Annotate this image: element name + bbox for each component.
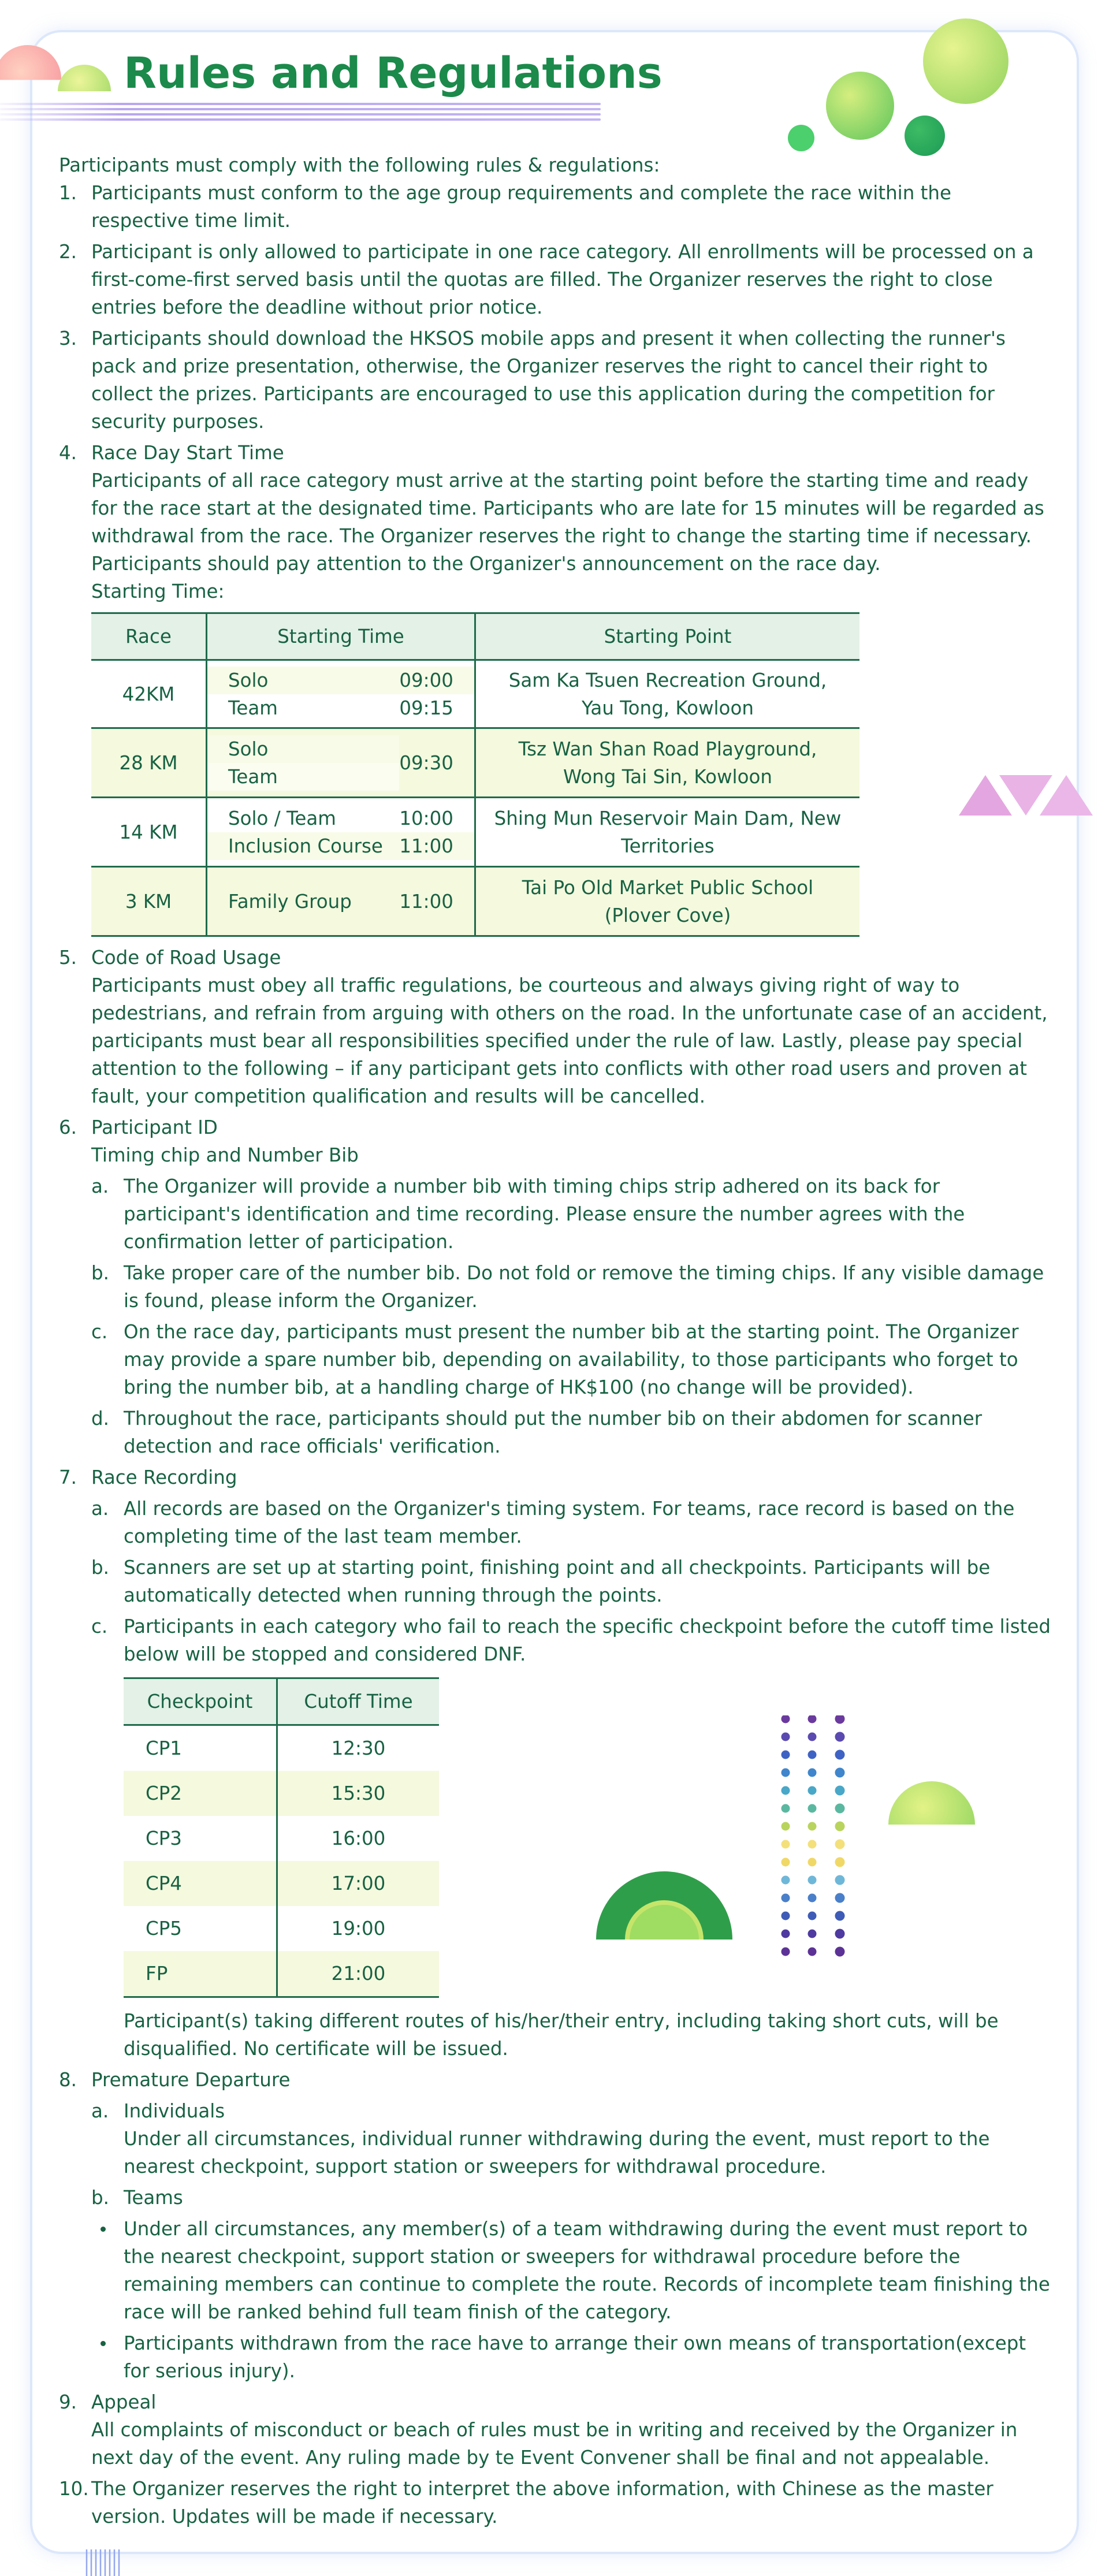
sub-letter: b. xyxy=(91,2187,109,2209)
checkpoint-cell: CP3 xyxy=(124,1816,277,1861)
sub-heading: Individuals xyxy=(124,2100,225,2122)
sub-letter: d. xyxy=(91,1408,109,1430)
starting-time-label: Starting Time: xyxy=(91,580,225,602)
rule-item xyxy=(59,238,1052,321)
rule-number: 4. xyxy=(59,442,77,464)
category-cell: Family Group xyxy=(228,890,352,913)
table-header: Checkpoint xyxy=(124,1678,277,1725)
sub-text: Throughout the race, participants should put the number bib on their abdomen for scanner detection and race officials' verification. xyxy=(124,1408,983,1457)
checkpoint-cell: FP xyxy=(124,1951,277,1997)
rule-number: 8. xyxy=(59,2069,77,2091)
sub-item xyxy=(91,1495,1052,1550)
sub-list xyxy=(91,2097,1052,2212)
rule-item xyxy=(59,944,1052,1110)
rule-subheading: Timing chip and Number Bib xyxy=(91,1144,359,1166)
category-cell: Solo xyxy=(228,669,269,691)
sub-letter: b. xyxy=(91,1557,109,1579)
intro-text: Participants must comply with the following rules & regulations: xyxy=(59,154,660,176)
table-row xyxy=(91,798,859,867)
rule-heading: Appeal xyxy=(91,2391,157,2413)
rule-heading: Premature Departure xyxy=(91,2069,291,2091)
sub-item xyxy=(91,1172,1052,1256)
rule-number: 9. xyxy=(59,2391,77,2413)
sub-letter: a. xyxy=(91,1175,109,1197)
rules-content xyxy=(59,151,1052,2534)
time-cell: 11:00 xyxy=(399,835,453,857)
rule-text: Participants should download the HKSOS mobile apps and present it when collecting the runner's pack and prize presentation, otherwise, the Organizer reserves the right to cancel their right to collect the prizes. Participants are encouraged to use this application during the competition for security purposes. xyxy=(91,327,1006,433)
time-cell: 11:00 xyxy=(399,890,453,913)
sub-letter: a. xyxy=(91,2100,109,2122)
time-cell: 09:00 xyxy=(399,669,453,691)
checkpoint-cell: CP2 xyxy=(124,1771,277,1816)
bottom-stripes-decor xyxy=(85,2549,122,2576)
rules-list xyxy=(59,179,1052,2530)
cutoff-cell: 12:30 xyxy=(331,1737,386,1759)
table-row xyxy=(124,1906,439,1951)
table-row xyxy=(124,1861,439,1906)
sub-heading: Teams xyxy=(124,2187,183,2209)
checkpoint-table xyxy=(124,1677,439,1998)
table-row xyxy=(124,1725,439,1771)
checkpoint-cell: CP1 xyxy=(124,1725,277,1771)
cutoff-cell: 21:00 xyxy=(277,1951,440,1997)
rule-text: Participant is only allowed to participate in one race category. All enrollments will be processed on a first-come-first served basis until the quotas are filled. The Organizer reserves the right to close entries before the deadline without prior notice. xyxy=(91,241,1034,318)
disqualification-note: Participant(s) taking different routes of his/her/their entry, including taking short cuts, will be disqualified. No certificate will be issued. xyxy=(124,2010,999,2060)
rule-number: 5. xyxy=(59,947,77,969)
green-circle-decor-medium xyxy=(826,72,894,140)
sub-item xyxy=(91,2184,1052,2212)
rule-number: 7. xyxy=(59,1466,77,1488)
title-underline-decor xyxy=(0,103,601,128)
point-cell: Tai Po Old Market Public School (Plover Cove) xyxy=(475,867,860,936)
rule-text: The Organizer reserves the right to interpret the above information, with Chinese as the master version. Updates will be made if necessary. xyxy=(91,2478,993,2527)
point-cell: Sam Ka Tsuen Recreation Ground, Yau Tong, Kowloon xyxy=(508,669,827,719)
time-cell: 10:00 xyxy=(399,807,453,829)
category-cell: Inclusion Course xyxy=(228,835,383,857)
bullet-item: Participants withdrawn from the race have to arrange their own means of transportation(except for serious injury). xyxy=(91,2329,1052,2385)
sub-text: Under all circumstances, individual runner withdrawing during the event, must report to the nearest checkpoint, support station or sweepers for withdrawal procedure. xyxy=(124,2128,990,2177)
rule-item xyxy=(59,1114,1052,1460)
sub-text: On the race day, participants must present the number bib at the starting point. The Organizer may provide a spare number bib, depending on availability, to those participants who forget to bring the number bib, at a handling charge of HK$100 (no change will be provided). xyxy=(124,1321,1019,1398)
sub-text: All records are based on the Organizer's timing system. For teams, race record is based on the completing time of the last team member. xyxy=(124,1498,1015,1547)
rule-text: All complaints of misconduct or beach of rules must be in writing and received by the Organizer in next day of the event. Any ruling made by te Event Convener shall be final and not appealable. xyxy=(91,2419,1018,2469)
rule-heading: Race Day Start Time xyxy=(91,442,284,464)
rule-number: 6. xyxy=(59,1116,77,1138)
checkpoint-cell: CP5 xyxy=(124,1906,277,1951)
table-header: Starting Time xyxy=(207,613,475,660)
category-cell: Team xyxy=(228,765,278,788)
bullet-list xyxy=(91,2215,1052,2385)
category-cell: Team xyxy=(228,697,278,719)
table-row xyxy=(124,1771,439,1816)
sub-item xyxy=(91,1554,1052,1609)
table-header: Cutoff Time xyxy=(277,1678,440,1725)
rule-item xyxy=(59,2388,1052,2471)
sub-list xyxy=(91,1172,1052,1460)
sub-letter: a. xyxy=(91,1498,109,1520)
rule-item xyxy=(59,2066,1052,2385)
rule-number: 3. xyxy=(59,327,77,349)
rule-text: Participants must conform to the age group requirements and complete the race within the respective time limit. xyxy=(91,182,951,232)
sub-item xyxy=(91,2097,1052,2180)
sub-text: Scanners are set up at starting point, finishing point and all checkpoints. Participants will be automatically detected when running through the points. xyxy=(124,1557,991,1606)
time-cell: 09:30 xyxy=(399,751,453,774)
rule-number: 1. xyxy=(59,182,77,204)
rule-item xyxy=(59,439,1052,937)
sub-letter: c. xyxy=(91,1321,108,1343)
sub-item xyxy=(91,1405,1052,1460)
green-circle-decor-small xyxy=(788,125,814,151)
rule-item xyxy=(59,325,1052,435)
point-cell: Shing Mun Reservoir Main Dam, New Territories xyxy=(494,807,842,857)
starting-time-table xyxy=(91,612,859,937)
sub-text: Take proper care of the number bib. Do not fold or remove the timing chips. If any visible damage is found, please inform the Organizer. xyxy=(124,1262,1044,1312)
sub-text: The Organizer will provide a number bib with timing chips strip adhered on its back for participant's identification and time recording. Please ensure the number agrees with the confirmation letter of participation. xyxy=(124,1175,965,1253)
category-cell: Solo xyxy=(228,738,269,760)
rule-text: Participants must obey all traffic regulations, be courteous and always giving right of way to pedestrians, and refrain from arguing with others on the road. In the unfortunate case of an accident, participants must bear all responsibilities specified under the rule of law. Lastly, please pay special attention to the following – if any participant gets into conflicts with other road users and proven at fault, your competition qualification and results will be cancelled. xyxy=(91,974,1048,1107)
sub-list xyxy=(91,1495,1052,2063)
sub-item xyxy=(91,1613,1052,2063)
race-cell: 14 KM xyxy=(91,798,207,867)
rule-number: 10. xyxy=(59,2478,89,2500)
race-cell: 3 KM xyxy=(91,867,207,936)
rule-text: Participants of all race category must arrive at the starting point before the starting time and ready for the race start at the designated time. Participants who are late for 15 minutes will be regarded as withdrawal from the race. The Organizer reserves the right to change the starting time if necessary. Participants should pay attention to the Organizer's announcement on the race day. xyxy=(91,470,1044,575)
sub-text: Participants in each category who fail to reach the specific checkpoint before the cutoff time listed below will be stopped and considered DNF. xyxy=(124,1615,1051,1665)
table-row xyxy=(91,867,859,936)
cutoff-cell: 17:00 xyxy=(277,1861,440,1906)
race-cell: 42KM xyxy=(91,660,207,728)
sub-letter: b. xyxy=(91,1262,109,1284)
cutoff-cell: 16:00 xyxy=(331,1827,386,1849)
table-row xyxy=(91,728,859,798)
cutoff-cell: 15:30 xyxy=(277,1771,440,1816)
green-circle-decor-large xyxy=(923,18,1008,104)
checkpoint-cell: CP4 xyxy=(124,1861,277,1906)
rule-item xyxy=(59,2475,1052,2530)
green-circle-decor-dark xyxy=(905,116,945,156)
sub-letter: c. xyxy=(91,1615,108,1637)
rule-heading: Participant ID xyxy=(91,1116,218,1138)
rule-number: 2. xyxy=(59,241,77,263)
sub-item xyxy=(91,1318,1052,1401)
category-cell: Solo / Team xyxy=(228,807,336,829)
rule-item xyxy=(59,179,1052,234)
rule-heading: Race Recording xyxy=(91,1466,237,1488)
point-cell: Tsz Wan Shan Road Playground, Wong Tai Sin, Kowloon xyxy=(475,728,860,798)
rule-item xyxy=(59,1464,1052,2063)
rule-heading: Code of Road Usage xyxy=(91,947,281,969)
table-row xyxy=(124,1951,439,1997)
page-title: Rules and Regulations xyxy=(124,49,663,98)
table-header: Starting Point xyxy=(475,613,860,660)
table-header: Race xyxy=(91,613,207,660)
cutoff-cell: 19:00 xyxy=(331,1918,386,1940)
bullet-item: Under all circumstances, any member(s) of a team withdrawing during the event must report to the nearest checkpoint, support station or sweepers for withdrawal procedure before the remaining members can continue to complete the route. Records of incomplete team finishing the race will be ranked behind full team finish of the category. xyxy=(91,2215,1052,2326)
time-cell: 09:15 xyxy=(399,697,453,719)
table-row xyxy=(91,660,859,728)
table-row xyxy=(124,1816,439,1861)
race-cell: 28 KM xyxy=(91,728,207,798)
sub-item xyxy=(91,1259,1052,1315)
